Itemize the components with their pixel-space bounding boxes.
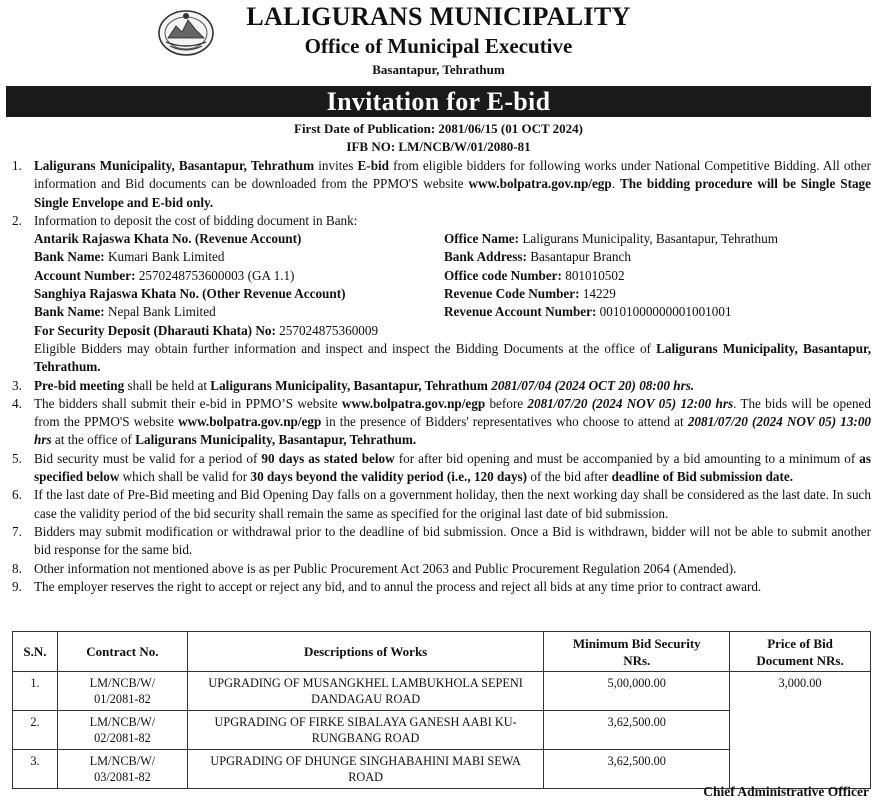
clause-text: Bidders may submit modification or withdrawal prior to the deadline of bid submission. Once a Bid is withdrawn, bidder will not be able to submit another bid response for the same bid. bbox=[34, 523, 871, 558]
clause-text: invites bbox=[314, 158, 358, 173]
office-name-row: Office Name: Laligurans Municipality, Basantapur, Tehrathum bbox=[444, 231, 778, 247]
contracts-table bbox=[12, 631, 871, 789]
notice-title-banner: Invitation for E-bid bbox=[6, 86, 871, 117]
clause-number: 9. bbox=[12, 578, 22, 594]
clause-text: If the last date of Pre-Bid meeting and Bid Opening Day falls on a government holiday, then the next working day shall be considered as the last date. In such case the validity period of the bid security shall remain the same as specified for the original last date of bid submission. bbox=[34, 487, 871, 521]
cell-sn: 3. bbox=[13, 750, 58, 789]
clause-5: 5. Bid security must be valid for a period of 90 days as stated below for after bid opening and must be accompanied by a bid amounting to a minimum of as specified below which shall be valid for 30 days beyond the validity period (i.e., 120 days) of the bid after deadline of Bid submission date. bbox=[12, 450, 872, 485]
prebid-meeting-label: Pre-bid meeting bbox=[34, 377, 125, 393]
clause-number: 3. bbox=[12, 377, 22, 393]
clause-text: The employer reserves the right to accept or reject any bid, and to annul the process and reject all bids at any time prior to contract award. bbox=[34, 578, 762, 594]
header-bid-security: Minimum Bid Security NRs. bbox=[544, 632, 730, 672]
clause-number: 4. bbox=[12, 395, 22, 411]
ifb-number: IFB NO: LM/NCB/W/01/2080-81 bbox=[346, 139, 531, 154]
clause-number: 8. bbox=[12, 560, 22, 576]
cell-contract-no: LM/NCB/W/ 02/2081-82 bbox=[57, 711, 187, 750]
cell-document-price: 3,000.00 bbox=[730, 672, 871, 789]
clause-text: . bbox=[611, 176, 620, 192]
cell-sn: 1. bbox=[13, 672, 58, 711]
bank-info-intro: Information to deposit the cost of bidding document in Bank: bbox=[34, 212, 358, 228]
clause-8 bbox=[12, 560, 871, 578]
clause-number: 7. bbox=[12, 523, 22, 539]
office-code-row: Office code Number: 801010502 bbox=[444, 267, 625, 283]
clause-number: 5. bbox=[12, 450, 22, 466]
bid-type: E-bid bbox=[357, 158, 390, 173]
bank-name-row: Bank Name: Kumari Bank Limited bbox=[34, 249, 225, 265]
bank-address-row: Bank Address: Basantapur Branch bbox=[444, 249, 631, 265]
ppmo-website: www.bolpatra.gov.np/egp bbox=[468, 176, 612, 192]
revenue-code-row: Revenue Code Number: 14229 bbox=[444, 286, 616, 302]
publication-date: First Date of Publication: 2081/06/15 (01 OCT 2024) bbox=[294, 121, 583, 136]
signatory-title: Chief Administrative Officer bbox=[703, 784, 869, 799]
municipality-name: Laligurans Municipality, Basantapur, Tehrathum bbox=[34, 158, 315, 173]
clause-1 bbox=[12, 157, 871, 212]
cell-bid-security: 3,62,500.00 bbox=[544, 750, 730, 789]
other-revenue-heading: Sanghiya Rajaswa Khata No. (Other Revenue Account) bbox=[34, 286, 346, 302]
header-description: Descriptions of Works bbox=[187, 632, 544, 672]
clause-2 bbox=[12, 212, 871, 377]
header-sn: S.N. bbox=[13, 632, 58, 672]
clause-3: 3. Pre-bid meeting shall be held at Laligurans Municipality, Basantapur, Tehrathum 2081/07/04 (2024 OCT 20) 08:00 hrs. bbox=[12, 377, 871, 395]
table-row bbox=[13, 672, 871, 711]
bidding-procedure: The bidding procedure will be Single Stage Single Envelope and E-bid only. bbox=[34, 176, 872, 210]
bank-info-grid bbox=[34, 230, 871, 321]
eligible-bidders-text: Eligible Bidders may obtain further information and inspect and inspect the Bidding Documents at the office of Laligurans Municipality, Basantapur, Tehrathum. bbox=[34, 340, 871, 375]
revenue-account-heading: Antarik Rajaswa Khata No. (Revenue Account) bbox=[34, 231, 302, 247]
clause-number: 2. bbox=[12, 212, 22, 228]
org-name: LALIGURANS MUNICIPALITY bbox=[246, 2, 631, 31]
security-deposit-row: For Security Deposit (Dharauti Khata) No: 257024875360009 bbox=[34, 322, 379, 338]
header-document-price: Price of Bid Document NRs. bbox=[730, 632, 871, 672]
org-address: Basantapur, Tehrathum bbox=[372, 62, 505, 77]
table-header-row bbox=[13, 632, 871, 672]
cell-bid-security: 3,62,500.00 bbox=[544, 711, 730, 750]
clause-text: from eligible bidders for following works under National Competitive Bidding. All other information and Bid documents can be downloaded from the PPMO'S website bbox=[34, 158, 872, 192]
cell-description: UPGRADING OF DHUNGE SINGHABAHINI MABI SEWA ROAD bbox=[187, 750, 544, 789]
cell-sn: 2. bbox=[13, 711, 58, 750]
clause-text: Other information not mentioned above is as per Public Procurement Act 2063 and Public Procurement Regulation 2064 (Amended). bbox=[34, 560, 737, 576]
cell-description: UPGRADING OF FIRKE SIBALAYA GANESH AABI KU- RUNGBANG ROAD bbox=[187, 711, 544, 750]
notice-body bbox=[12, 157, 871, 596]
prebid-datetime: 2081/07/04 (2024 OCT 20) 08:00 hrs. bbox=[491, 377, 695, 393]
clause-number: 6. bbox=[12, 487, 22, 503]
clause-7 bbox=[12, 523, 871, 560]
revenue-account-row: Revenue Account Number: 00101000000001001001 bbox=[444, 304, 732, 320]
clause-6 bbox=[12, 486, 871, 523]
account-number-row: Account Number: 2570248753600003 (GA 1.1) bbox=[34, 267, 295, 283]
clause-9 bbox=[12, 578, 871, 596]
cell-contract-no: LM/NCB/W/ 03/2081-82 bbox=[57, 750, 187, 789]
cell-bid-security: 5,00,000.00 bbox=[544, 672, 730, 711]
cell-contract-no: LM/NCB/W/ 01/2081-82 bbox=[57, 672, 187, 711]
bid-opening-datetime: 2081/07/20 (2024 NOV 05) 13:00 hrs bbox=[34, 414, 872, 448]
office-name: Office of Municipal Executive bbox=[304, 34, 573, 58]
clause-4: 4. The bidders shall submit their e-bid in PPMO’S website www.bolpatra.gov.np/egp before 2081/07/20 (2024 NOV 05) 12:00 hrs. The bids will be opened from the PPMO'S website www.bolpatra.gov.np/egp in the presence of Bidders' representatives who choose to attend at 2081/07/20 (2024 NOV 05) 13:00 hrs at the office of Laligurans Municipality, Basantapur, Tehrathum. bbox=[12, 395, 872, 448]
header-contract-no: Contract No. bbox=[57, 632, 187, 672]
submission-deadline: 2081/07/20 (2024 NOV 05) 12:00 hrs bbox=[527, 395, 734, 411]
bank-name-row: Bank Name: Nepal Bank Limited bbox=[34, 304, 216, 320]
clause-number: 1. bbox=[12, 158, 22, 173]
cell-description: UPGRADING OF MUSANGKHEL LAMBUKHOLA SEPENI DANDAGAU ROAD bbox=[187, 672, 544, 711]
